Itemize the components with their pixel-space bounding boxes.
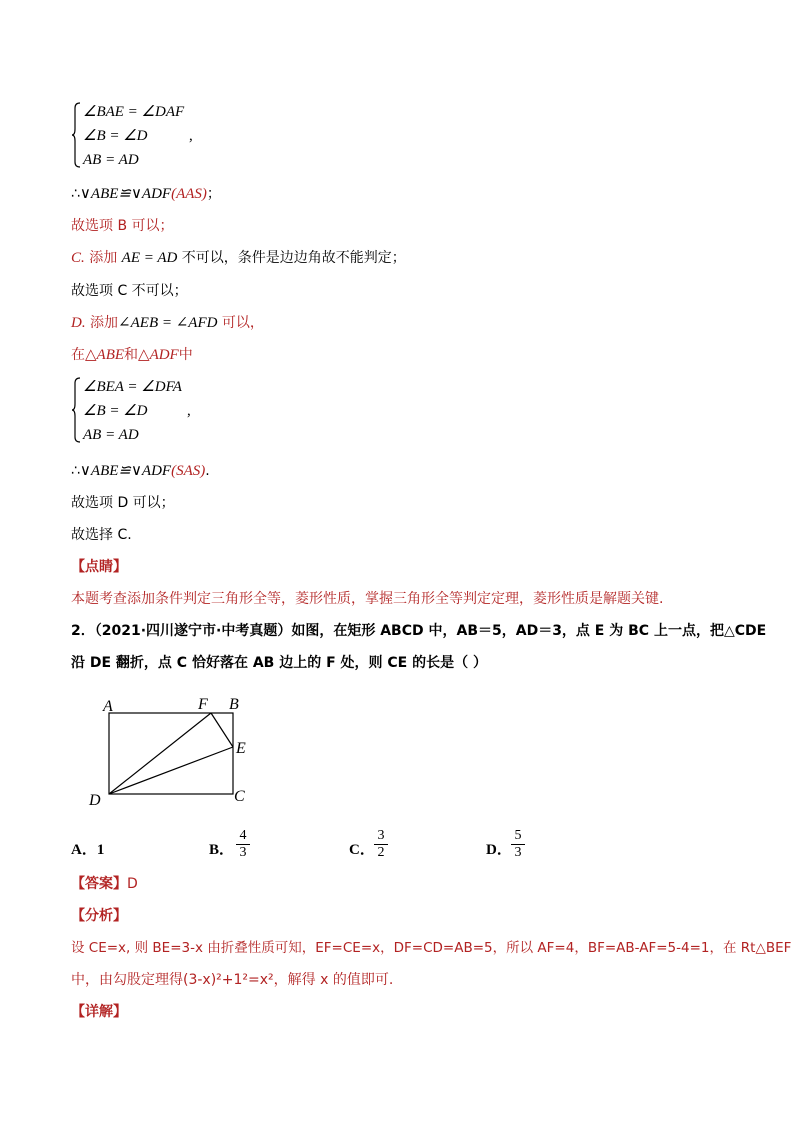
system2-row-3: AB = AD bbox=[83, 427, 139, 443]
text: 和 bbox=[124, 347, 139, 363]
label-f: F bbox=[198, 696, 208, 713]
congruence-reason: (SAS) bbox=[171, 463, 206, 479]
detail-label: 【详解】 bbox=[71, 1004, 127, 1020]
system1-row-3: AB = AD bbox=[83, 152, 139, 168]
text-pre: 添加 bbox=[90, 315, 119, 331]
denominator: 3 bbox=[239, 845, 247, 860]
system2-row-2: ∠B = ∠D bbox=[83, 403, 148, 419]
option-b: B． bbox=[209, 842, 235, 858]
answer-value: D bbox=[127, 876, 138, 892]
text-post: 不可以，条件是边边角故不能判定； bbox=[177, 250, 406, 266]
system1-comma: , bbox=[189, 128, 193, 144]
option-b-ok: 故选项 B 可以； bbox=[71, 218, 174, 234]
numerator: 3 bbox=[377, 828, 385, 843]
geometry-figure bbox=[80, 690, 280, 815]
system2-row-1: ∠BEA = ∠DFA bbox=[83, 379, 182, 395]
system2-comma: , bbox=[187, 403, 191, 419]
triangle-2: △ADF bbox=[138, 347, 179, 363]
dianjing-text: 本题考查添加条件判定三角形全等，菱形性质，掌握三角形全等判定定理，菱形性质是解题关键. bbox=[71, 591, 664, 607]
punct: . bbox=[205, 463, 210, 479]
congruence-reason: (AAS) bbox=[171, 186, 207, 202]
denominator: 3 bbox=[514, 845, 522, 860]
option-c: C． bbox=[349, 842, 375, 858]
therefore-symbol: ∴ bbox=[71, 186, 80, 202]
analysis-line-1: 设 CE=x, 则 BE=3-x 由折叠性质可知，EF=CE=x，DF=CD=AB=5，所以 AF=4，BF=AB-AF=5-4=1，在 Rt△BEF bbox=[71, 940, 792, 956]
answer-line bbox=[71, 874, 138, 894]
conclusion-1 bbox=[71, 184, 221, 204]
option-a: A．1 bbox=[71, 842, 105, 858]
numerator: 5 bbox=[514, 828, 522, 843]
conclusion-2 bbox=[71, 461, 210, 481]
analysis-label: 【分析】 bbox=[71, 908, 127, 924]
label-b: B bbox=[229, 696, 239, 713]
label-c: C. bbox=[71, 250, 85, 266]
brace-icon bbox=[71, 377, 81, 443]
option-d: D． bbox=[486, 842, 512, 858]
option-c-line bbox=[71, 248, 406, 268]
label-c: C bbox=[234, 788, 245, 805]
brace-icon bbox=[71, 102, 81, 168]
expr: AE = AD bbox=[121, 250, 178, 266]
option-d-line bbox=[71, 313, 264, 333]
label-e: E bbox=[236, 740, 246, 757]
choose-line: 故选择 C. bbox=[71, 527, 132, 543]
text: 中 bbox=[178, 347, 193, 363]
answer-label: 【答案】 bbox=[71, 876, 127, 892]
denominator: 2 bbox=[377, 845, 385, 860]
dianjing-label: 【点睛】 bbox=[71, 559, 127, 575]
segment-df bbox=[109, 713, 211, 794]
punct: ； bbox=[206, 186, 221, 202]
question-line-1: 2．（2021·四川遂宁市·中考真题）如图，在矩形 ABCD 中，AB＝5，AD＝3，点 E 为 BC 上一点，把△CDE bbox=[71, 623, 767, 639]
congruence-expr: ∨ABE≌∨ADF bbox=[79, 186, 172, 202]
option-c-fraction bbox=[374, 829, 388, 860]
segment-fe bbox=[211, 713, 233, 747]
question-line-2: 沿 DE 翻折，点 C 恰好落在 AB 边上的 F 处，则 CE 的长是（ ） bbox=[71, 655, 487, 671]
segment-de bbox=[109, 747, 233, 794]
triangle-1: △ABE bbox=[85, 347, 125, 363]
expr: ∠AEB = ∠AFD bbox=[118, 315, 218, 331]
text-pre: 添加 bbox=[89, 250, 122, 266]
numerator: 4 bbox=[239, 828, 247, 843]
option-b-fraction bbox=[236, 829, 250, 860]
text: 在 bbox=[71, 347, 85, 363]
label-d: D bbox=[89, 792, 101, 809]
option-d-ok: 故选项 D 可以； bbox=[71, 495, 175, 511]
system1-row-1: ∠BAE = ∠DAF bbox=[83, 104, 185, 120]
option-c-no: 故选项 C 不可以； bbox=[71, 283, 188, 299]
label-d: D. bbox=[71, 315, 86, 331]
analysis-line-2: 中，由勾股定理得(3-x)²+1²=x²，解得 x 的值即可. bbox=[71, 972, 394, 988]
label-a: A bbox=[103, 698, 113, 715]
congruence-expr: ∨ABE≌∨ADF bbox=[79, 463, 172, 479]
system1-row-2: ∠B = ∠D bbox=[83, 128, 148, 144]
in-triangles-line bbox=[71, 345, 193, 365]
option-d-fraction bbox=[511, 829, 525, 860]
therefore-symbol: ∴ bbox=[71, 463, 80, 479]
text-post: 可以， bbox=[217, 315, 264, 331]
